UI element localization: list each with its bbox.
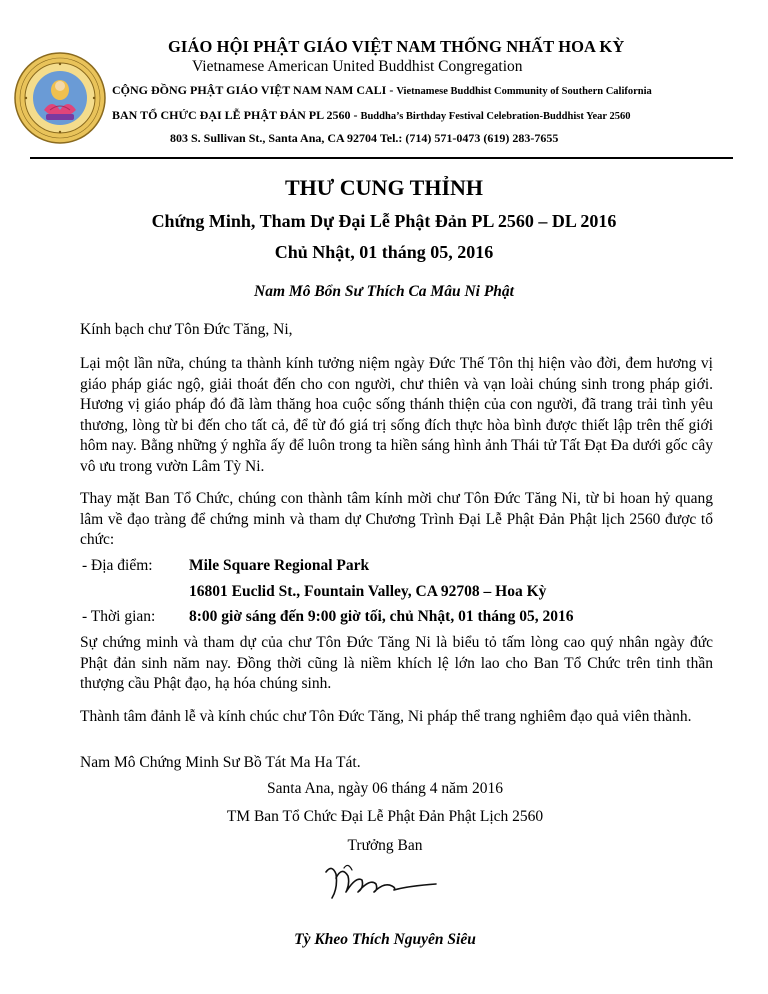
committee-name-vietnamese: BAN TỔ CHỨC ĐẠI LỄ PHẬT ĐẢN PL 2560 - (112, 108, 361, 122)
paragraph-4: Thành tâm đảnh lễ và kính chúc chư Tôn Đức Tăng, Ni pháp thể trang nghiêm đạo quả viên thành. (80, 708, 692, 725)
greeting: Kính bạch chư Tôn Đức Tăng, Ni, (80, 321, 293, 338)
signer-role: Trưởng Ban (347, 837, 423, 854)
letter-subtitle: Chứng Minh, Tham Dự Đại Lễ Phật Đản PL 2560 – DL 2016 (151, 211, 617, 231)
community-name-english: Vietnamese Buddhist Community of Southern California (396, 86, 652, 97)
committee-name-english: Buddha’s Birthday Festival Celebration-Buddhist Year 2560 (360, 111, 631, 122)
buddhist-seal-icon (14, 52, 106, 144)
header-divider (30, 157, 733, 159)
time-value: 8:00 giờ sáng đến 9:00 giờ tối, chủ Nhật, 01 tháng 05, 2016 (189, 608, 574, 625)
location-address: 16801 Euclid St., Fountain Valley, CA 92708 – Hoa Kỳ (189, 583, 547, 600)
paragraph-2: Thay mặt Ban Tổ Chức, chúng con thành tâm kính mời chư Tôn Đức Tăng Ni, từ bi hoan hỷ quang lâm về đạo tràng để chứng minh và tham dự Chương Trình Đại Lễ Phật Đản Phật lịch 2560 được tổ chức: (80, 490, 713, 548)
paragraph-1: Lại một lần nữa, chúng ta thành kính tưởng niệm ngày Đức Thế Tôn thị hiện vào đời, đem hương vị giáo pháp giác ngộ, giải thoát đến cho con người, chư thiên và vạn loài chúng sinh trong pháp giới. Hương vị giáo pháp đó đã làm thăng hoa cuộc sống thánh thiện của con người, đã trang trải tình yêu thương, lòng từ bi đến cho tất cả, để từ đó giá trị sống đích thực hòa bình được thiết lập trên thế giới hôm nay. Bằng những ý nghĩa ấy để luôn trong ta hiền sáng hình ảnh Thái tử Tất Đạt Đa dưới gốc cây vô ưu trong vườn Lâm Tỳ Ni. (80, 355, 713, 475)
letter-title: THƯ CUNG THỈNH (284, 175, 484, 200)
congregation-name-english: Vietnamese American United Buddhist Congregation (192, 58, 523, 75)
address-line: 803 S. Sullivan St., Santa Ana, CA 92704 Tel.: (714) 571-0473 (619) 283-7655 (170, 131, 559, 145)
invocation: Nam Mô Bổn Sư Thích Ca Mâu Ni Phật (254, 283, 514, 300)
community-line (112, 83, 652, 98)
closing-invocation: Nam Mô Chứng Minh Sư Bồ Tát Ma Ha Tát. (80, 754, 361, 771)
location-label: - Địa điểm: (82, 557, 153, 574)
committee-line (112, 108, 631, 123)
time-label: - Thời gian: (82, 608, 156, 625)
congregation-name-vietnamese: GIÁO HỘI PHẬT GIÁO VIỆT NAM THỐNG NHẤT HOA KỲ (168, 37, 625, 56)
community-name-vietnamese: CỘNG ĐỒNG PHẬT GIÁO VIỆT NAM NAM CALI - (112, 83, 397, 97)
signer-name: Tỳ Kheo Thích Nguyên Siêu (294, 931, 476, 948)
handwritten-signature (318, 858, 448, 906)
organization-line: TM Ban Tổ Chức Đại Lễ Phật Đản Phật Lịch 2560 (226, 808, 544, 825)
paragraph-3: Sự chứng minh và tham dự của chư Tôn Đức Tăng Ni là biểu tỏ tấm lòng cao quý nhân ngày đức Phật đản sinh năm nay. Đồng thời cũng là niềm khích lệ lớn lao cho Ban Tổ Chức trên tinh thần thượng cầu Phật đạo, hạ hóa chúng sinh. (80, 634, 713, 692)
event-date: Chủ Nhật, 01 tháng 05, 2016 (274, 242, 494, 262)
location-name: Mile Square Regional Park (189, 557, 370, 574)
place-date-line: Santa Ana, ngày 06 tháng 4 năm 2016 (267, 780, 503, 797)
